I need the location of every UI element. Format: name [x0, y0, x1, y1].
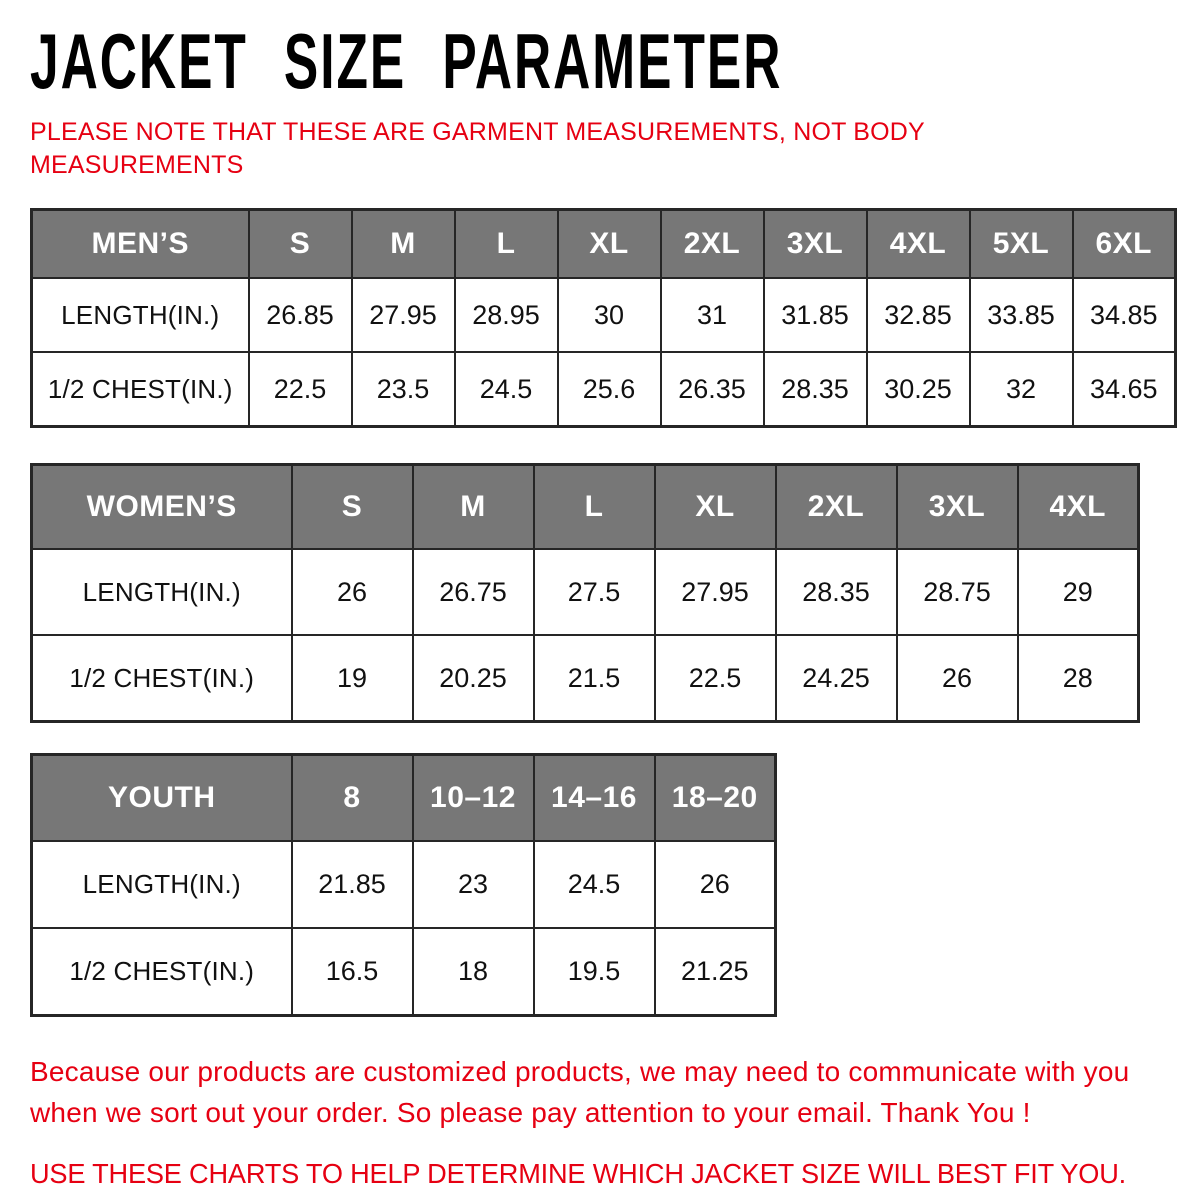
value-cell: 32.85 — [867, 278, 970, 352]
size-header-cell: L — [455, 210, 558, 279]
value-cell: 25.6 — [558, 352, 661, 427]
value-cell: 26 — [655, 841, 776, 928]
value-cell: 28 — [1018, 635, 1139, 722]
value-cell: 26 — [292, 549, 413, 635]
value-cell: 28.35 — [776, 549, 897, 635]
size-header-cell: 3XL — [764, 210, 867, 279]
table-row — [32, 841, 776, 928]
size-table-womens — [30, 463, 1140, 723]
value-cell: 30 — [558, 278, 661, 352]
value-cell: 26.35 — [661, 352, 764, 427]
size-header-cell: 2XL — [776, 465, 897, 550]
size-tables-container — [0, 208, 1200, 1017]
size-header-cell: 4XL — [867, 210, 970, 279]
value-cell: 28.95 — [455, 278, 558, 352]
size-header-cell: S — [249, 210, 352, 279]
size-header-cell: 14–16 — [534, 755, 655, 842]
table-row — [32, 549, 1139, 635]
table-row — [32, 928, 776, 1016]
value-cell: 29 — [1018, 549, 1139, 635]
value-cell: 33.85 — [970, 278, 1073, 352]
size-header-cell: 4XL — [1018, 465, 1139, 550]
row-label-cell: LENGTH(IN.) — [32, 549, 292, 635]
size-header-cell: 3XL — [897, 465, 1018, 550]
size-table-mens — [30, 208, 1177, 428]
table-row — [32, 635, 1139, 722]
size-header-cell: XL — [655, 465, 776, 550]
table-title-cell: WOMEN’S — [32, 465, 292, 550]
size-header-cell: 5XL — [970, 210, 1073, 279]
value-cell: 23 — [413, 841, 534, 928]
value-cell: 21.85 — [292, 841, 413, 928]
size-header-cell: 8 — [292, 755, 413, 842]
value-cell: 27.95 — [352, 278, 455, 352]
size-table-youth — [30, 753, 777, 1017]
value-cell: 24.5 — [534, 841, 655, 928]
value-cell: 26.85 — [249, 278, 352, 352]
value-cell: 26.75 — [413, 549, 534, 635]
row-label-cell: 1/2 CHEST(IN.) — [32, 352, 249, 427]
size-header-cell: L — [534, 465, 655, 550]
value-cell: 24.25 — [776, 635, 897, 722]
value-cell: 34.65 — [1073, 352, 1176, 427]
size-header-cell: S — [292, 465, 413, 550]
value-cell: 22.5 — [249, 352, 352, 427]
size-header-cell: M — [413, 465, 534, 550]
row-label-cell: 1/2 CHEST(IN.) — [32, 928, 292, 1016]
table-title-cell: MEN’S — [32, 210, 249, 279]
value-cell: 19.5 — [534, 928, 655, 1016]
size-header-cell: 2XL — [661, 210, 764, 279]
size-header-cell: 10–12 — [413, 755, 534, 842]
garment-measurement-note: PLEASE NOTE THAT THESE ARE GARMENT MEASUREMENTS, NOT BODY MEASUREMENTS — [30, 118, 925, 179]
custom-order-notice: Because our products are customized products, we may need to communicate with you when we sort out your order. So please pay attention to your email. Thank You ! — [30, 1056, 1130, 1128]
size-header-cell: 18–20 — [655, 755, 776, 842]
value-cell: 27.5 — [534, 549, 655, 635]
value-cell: 31 — [661, 278, 764, 352]
header-row — [32, 465, 1139, 550]
header-row — [32, 210, 1176, 279]
value-cell: 23.5 — [352, 352, 455, 427]
size-header-cell: XL — [558, 210, 661, 279]
value-cell: 21.5 — [534, 635, 655, 722]
value-cell: 16.5 — [292, 928, 413, 1016]
size-header-cell: M — [352, 210, 455, 279]
size-chart-page — [0, 17, 1200, 1200]
table-row — [32, 278, 1176, 352]
value-cell: 18 — [413, 928, 534, 1016]
value-cell: 31.85 — [764, 278, 867, 352]
value-cell: 24.5 — [455, 352, 558, 427]
value-cell: 28.75 — [897, 549, 1018, 635]
value-cell: 20.25 — [413, 635, 534, 722]
row-label-cell: LENGTH(IN.) — [32, 841, 292, 928]
table-row — [32, 352, 1176, 427]
row-label-cell: 1/2 CHEST(IN.) — [32, 635, 292, 722]
table-title-cell: YOUTH — [32, 755, 292, 842]
value-cell: 30.25 — [867, 352, 970, 427]
value-cell: 22.5 — [655, 635, 776, 722]
value-cell: 28.35 — [764, 352, 867, 427]
value-cell: 27.95 — [655, 549, 776, 635]
header-row — [32, 755, 776, 842]
value-cell: 32 — [970, 352, 1073, 427]
size-header-cell: 6XL — [1073, 210, 1176, 279]
value-cell: 21.25 — [655, 928, 776, 1016]
value-cell: 26 — [897, 635, 1018, 722]
page-title: JACKET SIZE PARAMETER — [30, 17, 783, 105]
chart-usage-instruction: USE THESE CHARTS TO HELP DETERMINE WHICH JACKET SIZE WILL BEST FIT YOU. — [30, 1158, 1127, 1189]
value-cell: 19 — [292, 635, 413, 722]
value-cell: 34.85 — [1073, 278, 1176, 352]
row-label-cell: LENGTH(IN.) — [32, 278, 249, 352]
